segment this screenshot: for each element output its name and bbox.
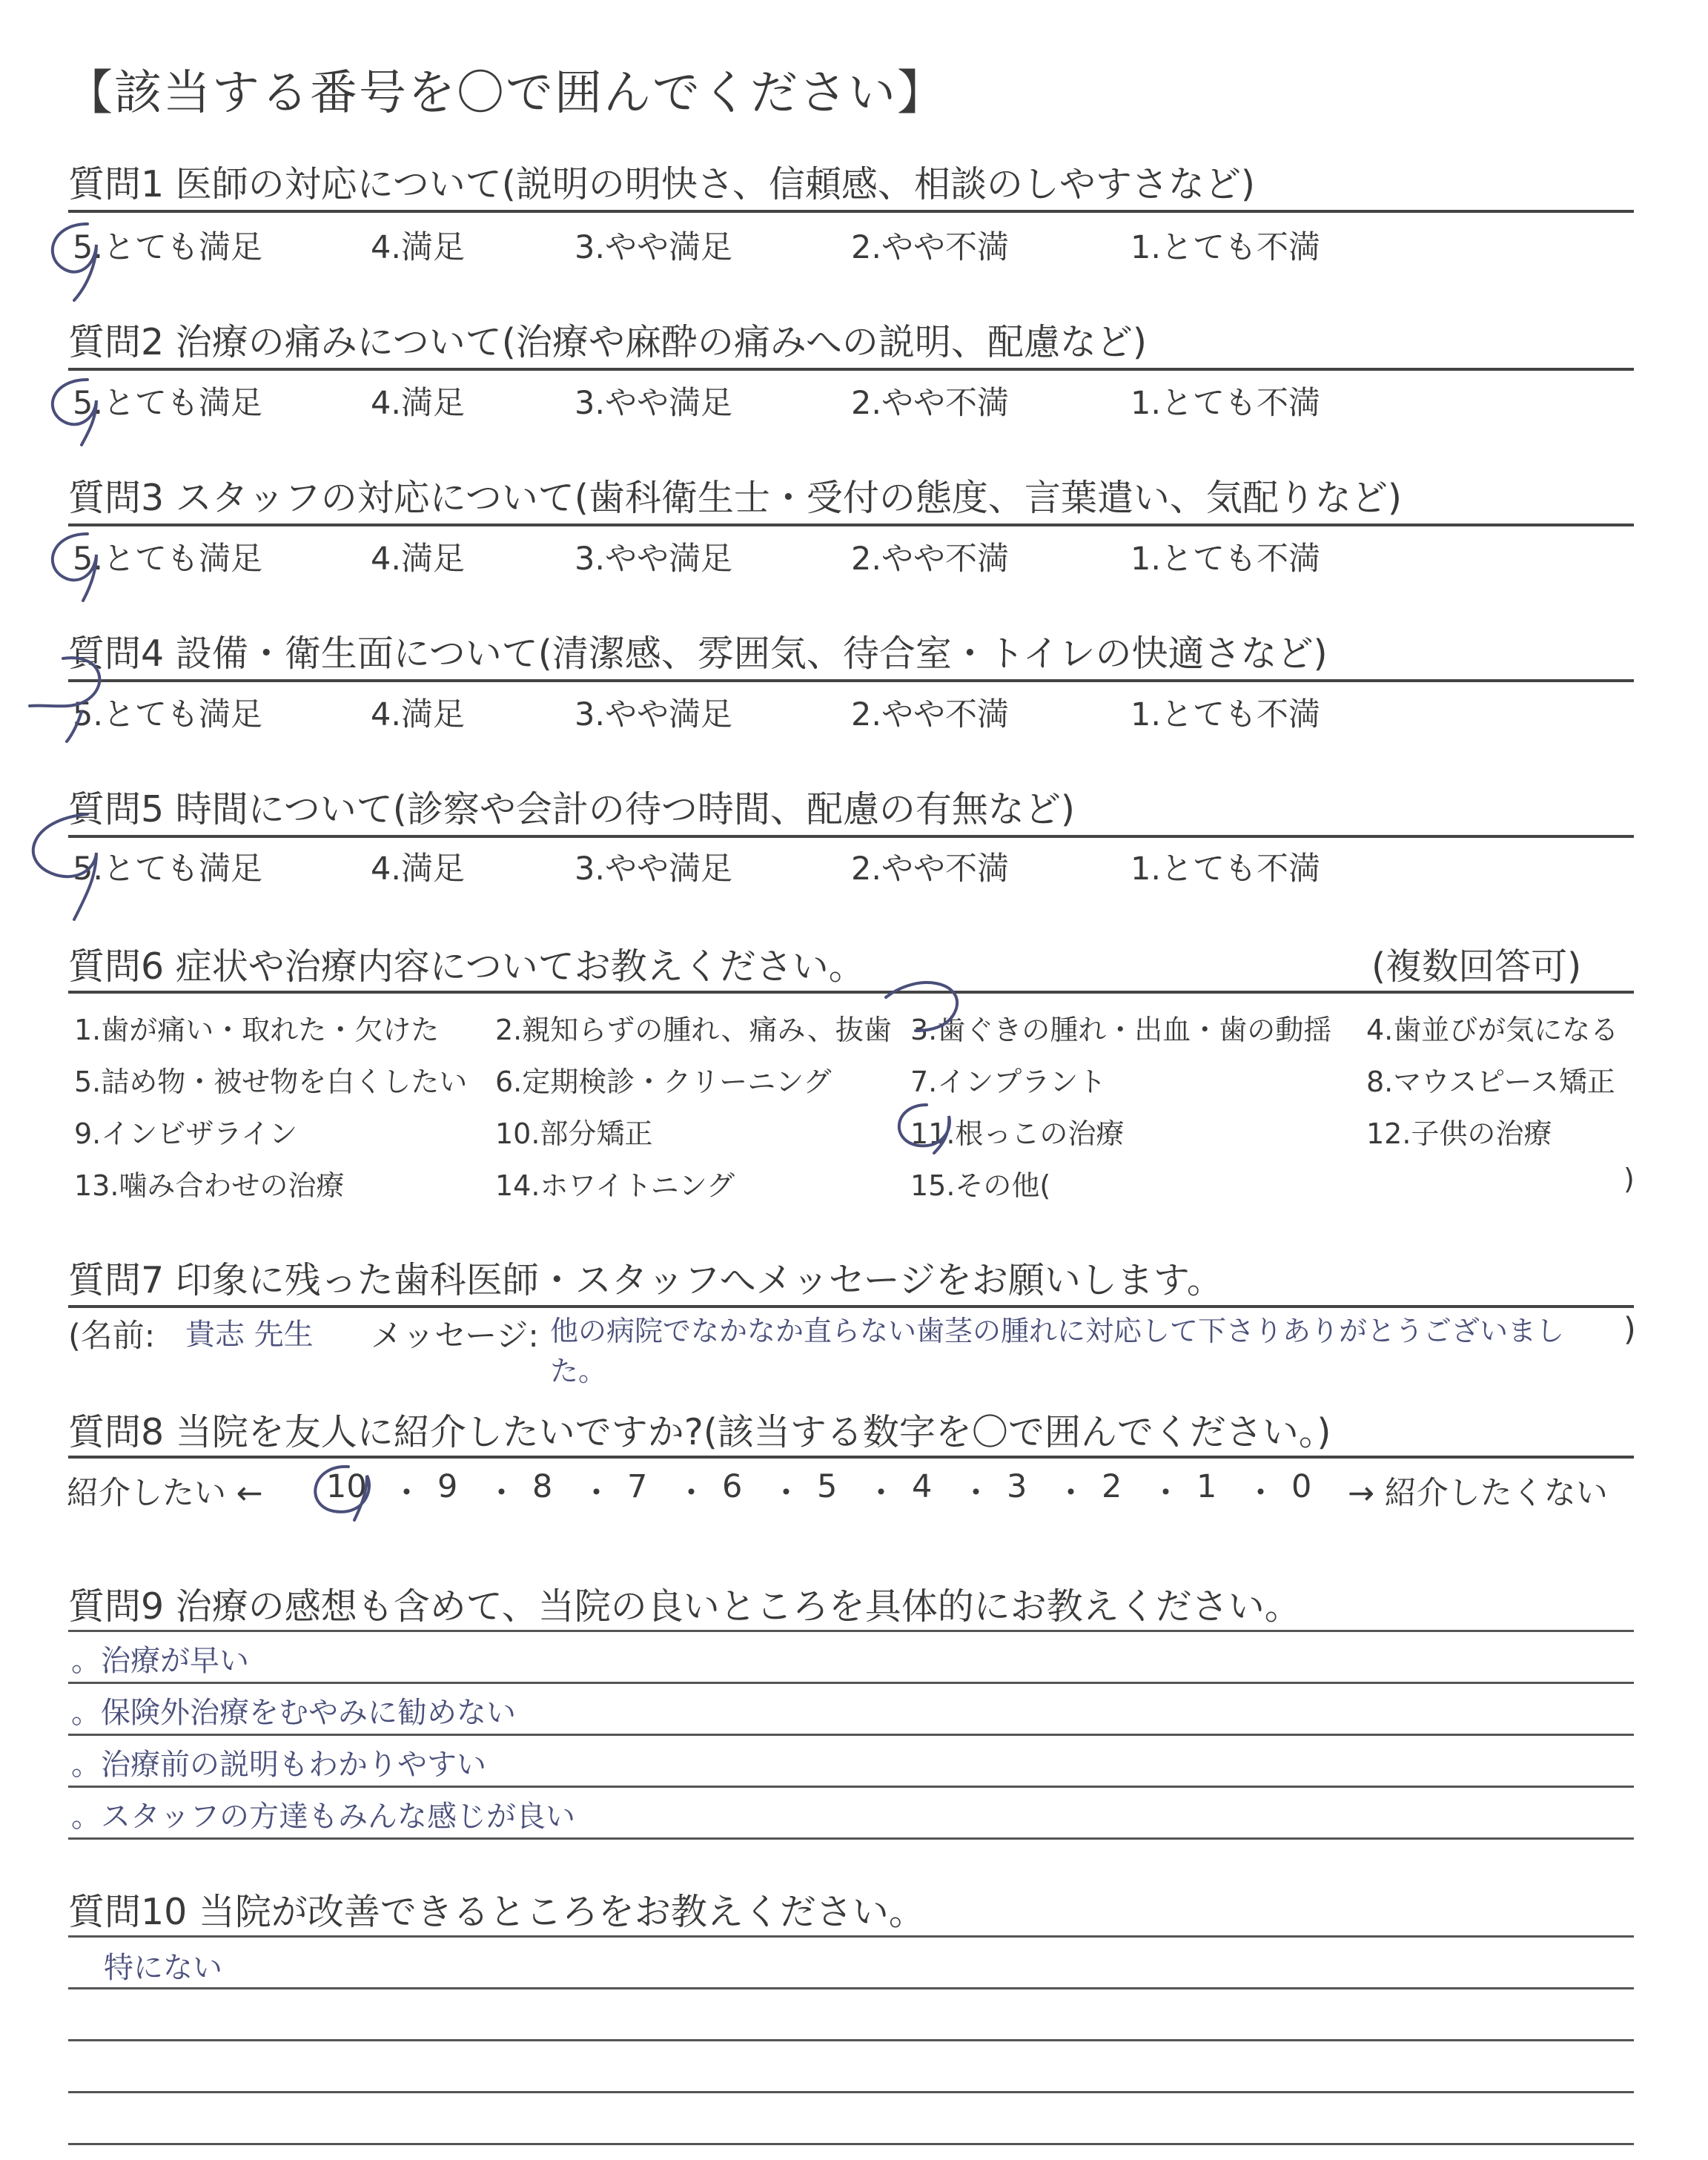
- score-5[interactable]: 5: [817, 1468, 838, 1505]
- q5-option-1[interactable]: 1.とても不満: [1131, 851, 1321, 888]
- q5-option-3[interactable]: 3.やや満足: [575, 851, 733, 888]
- q2-option-2[interactable]: 2.やや不満: [851, 385, 1010, 422]
- answer-line: [68, 2091, 1634, 2093]
- q1-option-5[interactable]: 5.とても満足: [73, 229, 263, 266]
- message-value[interactable]: 他の病院でなかなか直らない歯茎の腫れに対応して下さりありがとうございました。: [550, 1315, 1565, 1387]
- answer-line: [68, 1734, 1634, 1736]
- q6-option-14[interactable]: 14.ホワイトニング: [495, 1169, 735, 1202]
- q3-option-1[interactable]: 1.とても不満: [1131, 541, 1321, 578]
- divider: [68, 1305, 1634, 1308]
- q4-option-1[interactable]: 1.とても不満: [1131, 696, 1321, 733]
- question-4: 質問4 設備・衛生面について(清潔感、雰囲気、待合室・トイレの快適さなど): [68, 633, 1328, 675]
- score-separator: ・: [770, 1475, 802, 1512]
- score-separator: ・: [1150, 1475, 1182, 1512]
- q6-option-7[interactable]: 7.インプラント: [910, 1066, 1107, 1098]
- message-label: メッセージ:: [371, 1318, 539, 1355]
- score-separator: ・: [1055, 1475, 1087, 1512]
- divider: [68, 991, 1634, 994]
- q6-option-8[interactable]: 8.マウスピース矯正: [1366, 1066, 1615, 1098]
- answer-line: [68, 1935, 1634, 1938]
- q2-option-4[interactable]: 4.満足: [371, 385, 466, 422]
- recommend-left-label: 紹介したい ←: [67, 1475, 263, 1512]
- score-2[interactable]: 2: [1102, 1468, 1122, 1505]
- score-separator: ・: [486, 1475, 517, 1512]
- q3-option-2[interactable]: 2.やや不満: [851, 541, 1010, 578]
- score-separator: ・: [1245, 1475, 1277, 1512]
- divider: [68, 1456, 1634, 1459]
- score-0[interactable]: 0: [1291, 1468, 1312, 1505]
- answer-line: [68, 1786, 1634, 1788]
- question-7: 質問7 印象に残った歯科医師・スタッフへメッセージをお願いします。: [68, 1259, 1223, 1301]
- q6-option-13[interactable]: 13.噛み合わせの治療: [74, 1169, 345, 1202]
- score-separator: ・: [865, 1475, 897, 1512]
- q4-option-3[interactable]: 3.やや満足: [575, 696, 733, 733]
- q6-option-1[interactable]: 1.歯が痛い・取れた・欠けた: [74, 1014, 440, 1046]
- q2-option-5[interactable]: 5.とても満足: [73, 385, 263, 422]
- q6-option-12[interactable]: 12.子供の治療: [1366, 1117, 1552, 1150]
- answer-line: [68, 1682, 1634, 1684]
- q6-option-9[interactable]: 9.インビザライン: [74, 1117, 298, 1150]
- divider: [68, 210, 1634, 213]
- q9-answer-2[interactable]: 。保険外治療をむやみに勧めない: [71, 1696, 516, 1730]
- answer-line: [68, 2143, 1634, 2145]
- recommend-right-label: → 紹介したくない: [1348, 1475, 1608, 1512]
- q6-option-2[interactable]: 2.親知らずの腫れ、痛み、抜歯: [495, 1014, 892, 1046]
- score-3[interactable]: 3: [1007, 1468, 1027, 1505]
- question-2: 質問2 治療の痛みについて(治療や麻酔の痛みへの説明、配慮など): [68, 321, 1148, 363]
- question-1: 質問1 医師の対応について(説明の明快さ、信頼感、相談のしやすさなど): [68, 163, 1256, 205]
- score-9[interactable]: 9: [437, 1468, 458, 1505]
- q3-option-4[interactable]: 4.満足: [371, 541, 466, 578]
- score-separator: ・: [391, 1475, 423, 1512]
- question-3: 質問3 スタッフの対応について(歯科衛生士・受付の態度、言葉遣い、気配りなど): [68, 477, 1403, 519]
- message-close-paren: ): [1623, 1311, 1636, 1348]
- answer-line: [68, 1630, 1634, 1632]
- question-10: 質問10 当院が改善できるところをお教えください。: [68, 1891, 925, 1933]
- q6-option-3[interactable]: 3.歯ぐきの腫れ・出血・歯の動揺: [910, 1014, 1332, 1046]
- q3-option-5[interactable]: 5.とても満足: [73, 541, 263, 578]
- score-7[interactable]: 7: [627, 1468, 648, 1505]
- q6-other-close-paren: ): [1623, 1163, 1635, 1195]
- multiple-answers-note: (複数回答可): [1371, 945, 1582, 988]
- score-separator: ・: [675, 1475, 707, 1512]
- answer-line: [68, 2039, 1634, 2041]
- score-8[interactable]: 8: [532, 1468, 553, 1505]
- q2-option-1[interactable]: 1.とても不満: [1131, 385, 1321, 422]
- divider: [68, 368, 1634, 371]
- q6-option-6[interactable]: 6.定期検診・クリーニング: [495, 1066, 832, 1098]
- question-9: 質問9 治療の感想も含めて、当院の良いところを具体的にお教えください。: [68, 1585, 1301, 1628]
- q6-option-4[interactable]: 4.歯並びが気になる: [1366, 1014, 1619, 1046]
- question-8: 質問8 当院を友人に紹介したいですか?(該当する数字を〇で囲んでください。): [68, 1411, 1331, 1453]
- q6-option-10[interactable]: 10.部分矯正: [495, 1117, 653, 1150]
- q4-option-2[interactable]: 2.やや不満: [851, 696, 1010, 733]
- q9-answer-3[interactable]: 。治療前の説明もわかりやすい: [71, 1748, 486, 1782]
- q1-option-2[interactable]: 2.やや不満: [851, 229, 1010, 266]
- q2-option-3[interactable]: 3.やや満足: [575, 385, 733, 422]
- question-6: 質問6 症状や治療内容についてお教えください。: [68, 945, 865, 988]
- score-10[interactable]: 10: [326, 1468, 367, 1505]
- q6-option-15[interactable]: 15.その他(: [910, 1169, 1051, 1202]
- q5-option-2[interactable]: 2.やや不満: [851, 851, 1010, 888]
- q3-option-3[interactable]: 3.やや満足: [575, 541, 733, 578]
- q5-option-5[interactable]: 5.とても満足: [73, 851, 263, 888]
- q9-answer-1[interactable]: 。治療が早い: [71, 1644, 249, 1678]
- divider: [68, 679, 1634, 682]
- q6-option-5[interactable]: 5.詰め物・被せ物を白くしたい: [74, 1066, 468, 1098]
- divider: [68, 524, 1634, 526]
- score-4[interactable]: 4: [912, 1468, 933, 1505]
- divider: [68, 835, 1634, 838]
- score-6[interactable]: 6: [722, 1468, 743, 1505]
- q10-answer[interactable]: 特にない: [104, 1951, 222, 1985]
- name-label: (名前:: [68, 1318, 156, 1355]
- q1-option-4[interactable]: 4.満足: [371, 229, 466, 266]
- page-title: 【該当する番号を〇で囲んでください】: [65, 66, 946, 121]
- q1-option-1[interactable]: 1.とても不満: [1131, 229, 1321, 266]
- score-separator: ・: [580, 1475, 612, 1512]
- q9-answer-4[interactable]: 。スタッフの方達もみんな感じが良い: [71, 1800, 575, 1834]
- q6-option-11[interactable]: 11.根っこの治療: [910, 1117, 1125, 1150]
- q4-option-5[interactable]: 5.とても満足: [73, 696, 263, 733]
- answer-line: [68, 1987, 1634, 1989]
- q1-option-3[interactable]: 3.やや満足: [575, 229, 733, 266]
- name-value[interactable]: 貴志 先生: [185, 1318, 314, 1352]
- q4-option-4[interactable]: 4.満足: [371, 696, 466, 733]
- answer-line: [68, 1837, 1634, 1840]
- score-1[interactable]: 1: [1196, 1468, 1217, 1505]
- question-5: 質問5 時間について(診察や会計の待つ時間、配慮の有無など): [68, 788, 1076, 830]
- q5-option-4[interactable]: 4.満足: [371, 851, 466, 888]
- score-separator: ・: [960, 1475, 992, 1512]
